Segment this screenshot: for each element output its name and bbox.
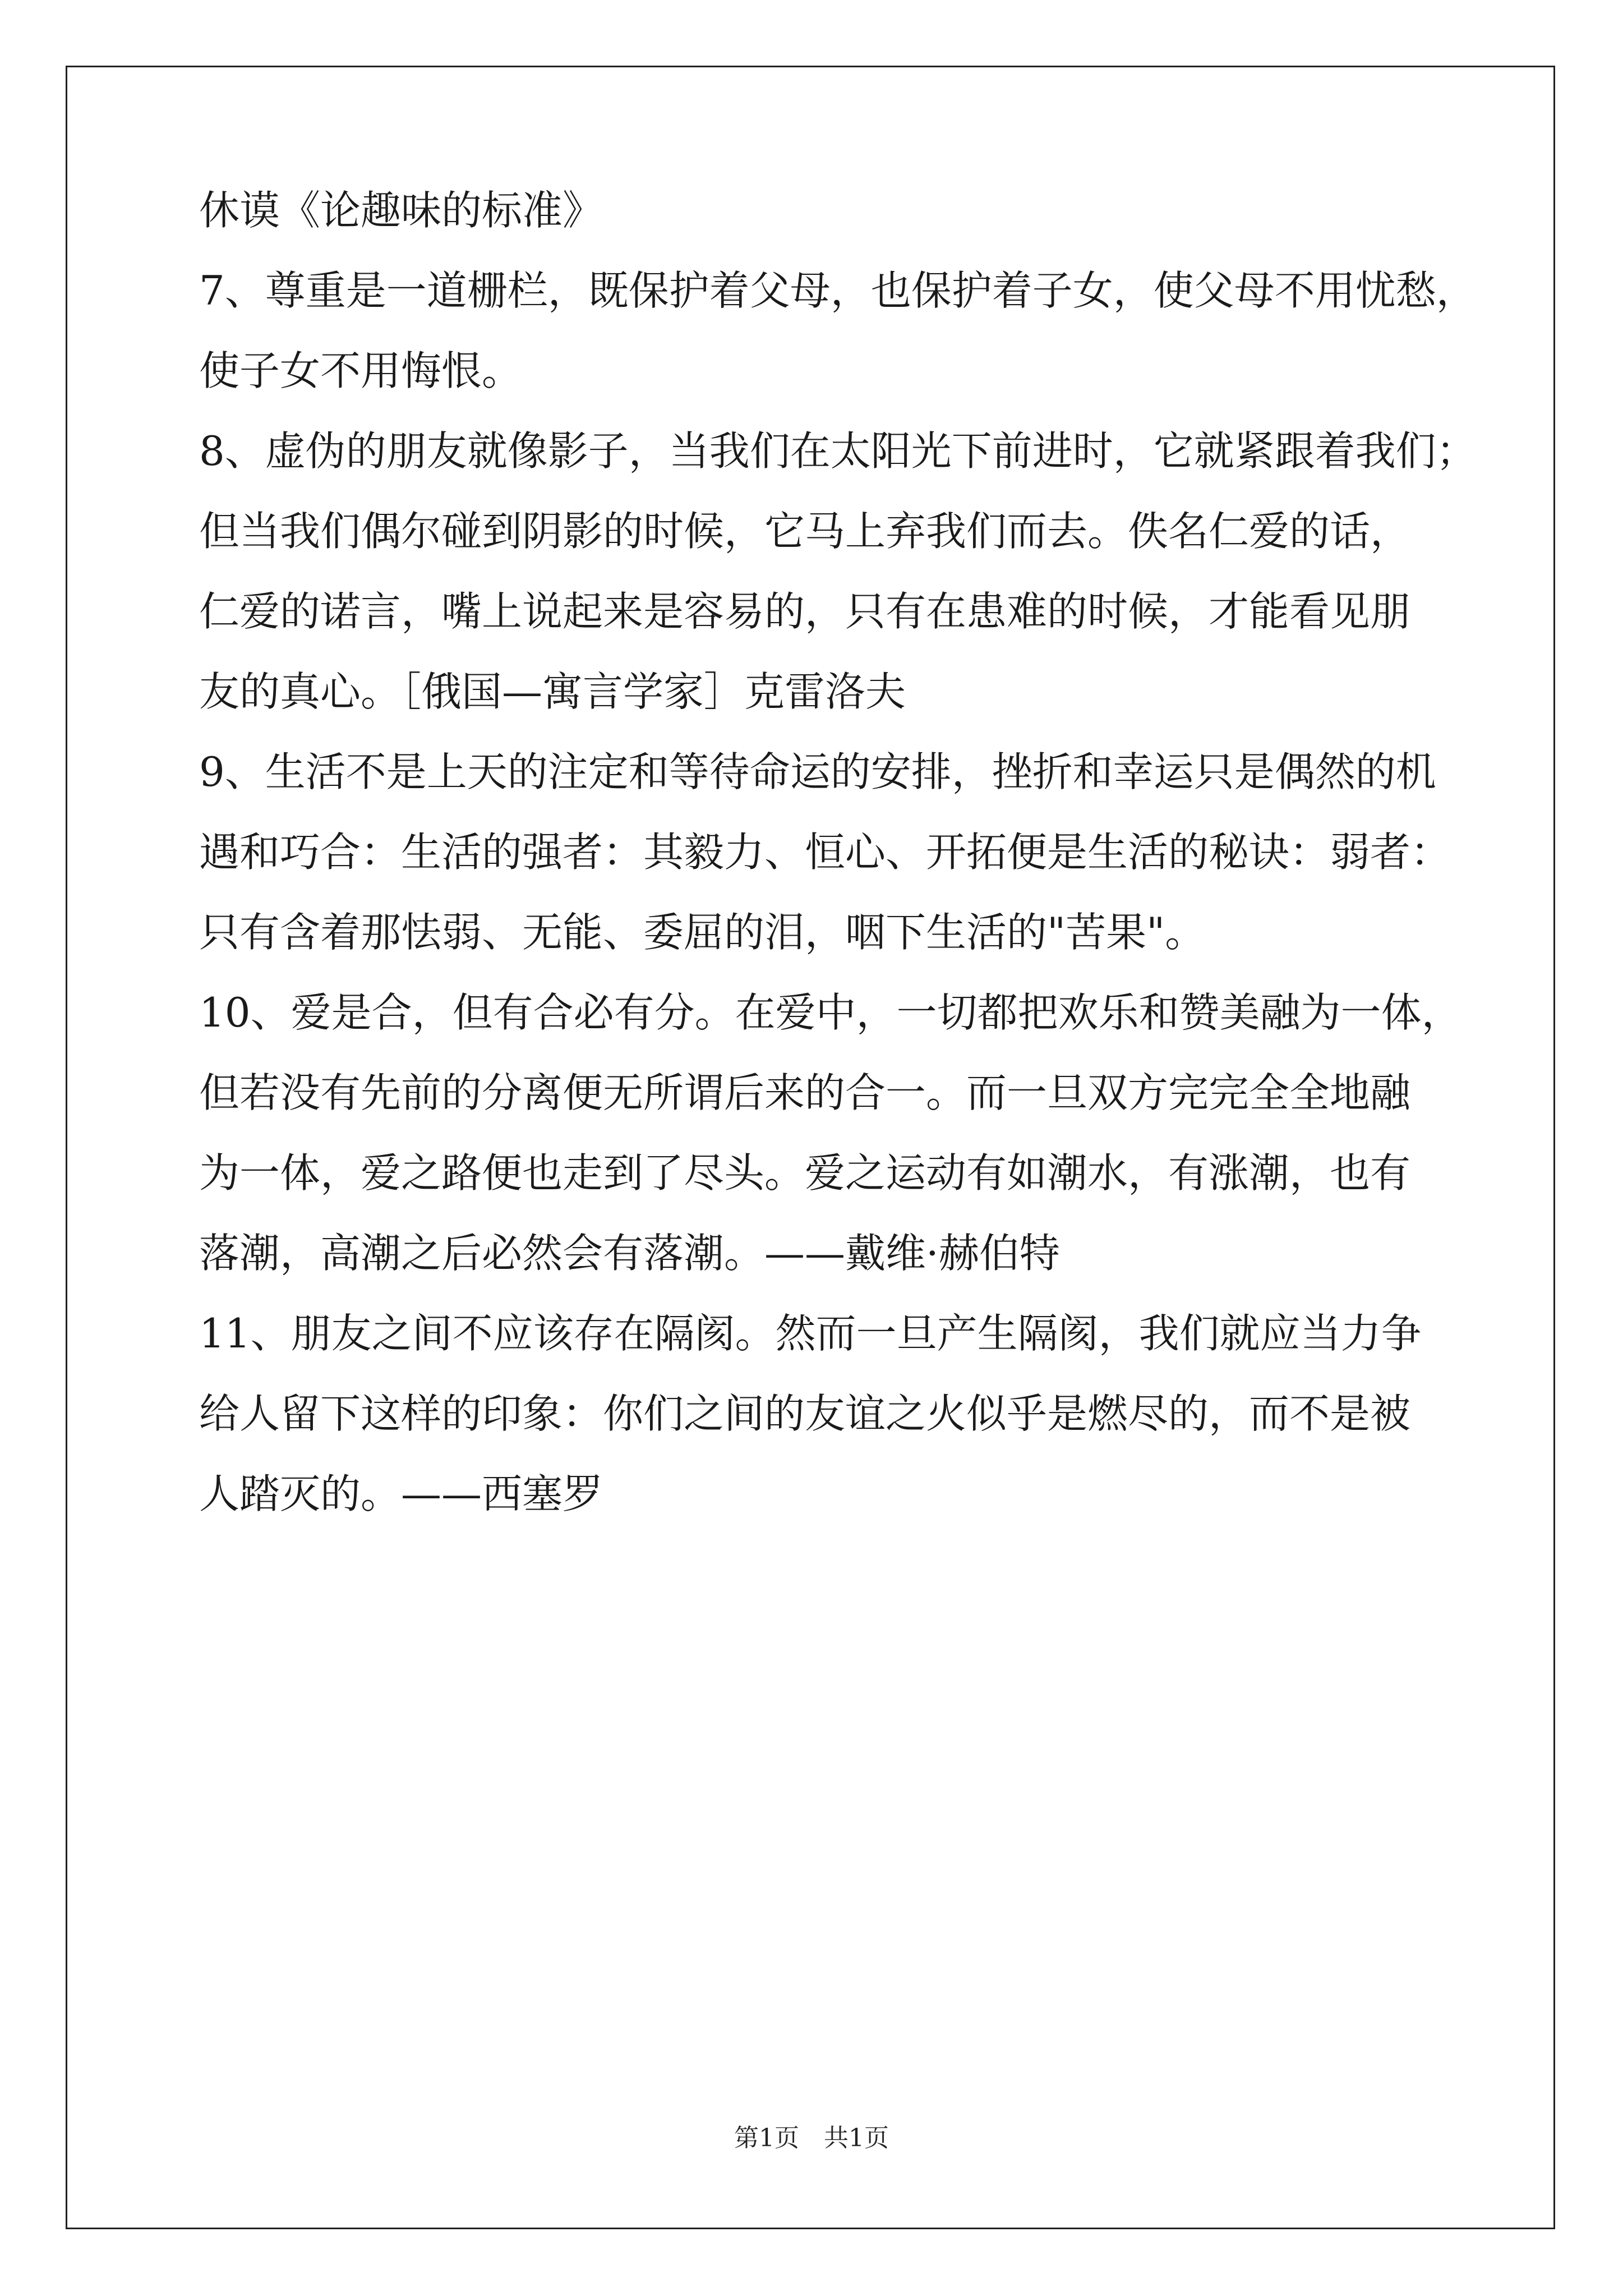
text-line: 休谟《论趣味的标准》 [199,187,603,234]
text-line: 友的真心。［俄国—寓言学家］克雷洛夫 [199,668,906,715]
page-footer: 第1页 共1页 [734,2124,889,2152]
text-line: 只有含着那怯弱、无能、委屈的泪，咽下生活的"苦果"。 [199,909,1206,956]
text-line: 但若没有先前的分离便无所谓后来的合一。而一旦双方完完全全地融 [199,1069,1411,1116]
text-line: 为一体，爱之路便也走到了尽头。爱之运动有如潮水，有涨潮，也有 [199,1149,1411,1197]
text-line: 11、朋友之间不应该存在隔阂。然而一旦产生隔阂，我们就应当力争 [199,1310,1422,1357]
text-line: 8、虚伪的朋友就像影子，当我们在太阳光下前进时，它就紧跟着我们； [199,427,1477,475]
text-line: 给人留下这样的印象：你们之间的友谊之火似乎是燃尽的，而不是被 [199,1390,1411,1437]
text-line: 10、爱是合，但有合必有分。在爱中，一切都把欢乐和赞美融为一体， [199,989,1462,1036]
text-line: 但当我们偶尔碰到阴影的时候，它马上弃我们而去。佚名仁爱的话， [199,508,1411,555]
text-line: 落潮，高潮之后必然会有落潮。——戴维·赫伯特 [199,1230,1060,1277]
text-line: 9、生活不是上天的注定和等待命运的安排，挫折和幸运只是偶然的机 [199,748,1436,795]
text-line: 遇和巧合：生活的强者：其毅力、恒心、开拓便是生活的秘诀：弱者： [199,829,1451,876]
text-line: 7、尊重是一道栅栏，既保护着父母，也保护着子女，使父母不用忧愁， [199,267,1477,314]
text-line: 人踏灭的。——西塞罗 [199,1470,603,1517]
text-line: 使子女不用悔恨。 [199,347,523,394]
text-line: 仁爱的诺言，嘴上说起来是容易的，只有在患难的时候，才能看见朋 [199,588,1411,635]
